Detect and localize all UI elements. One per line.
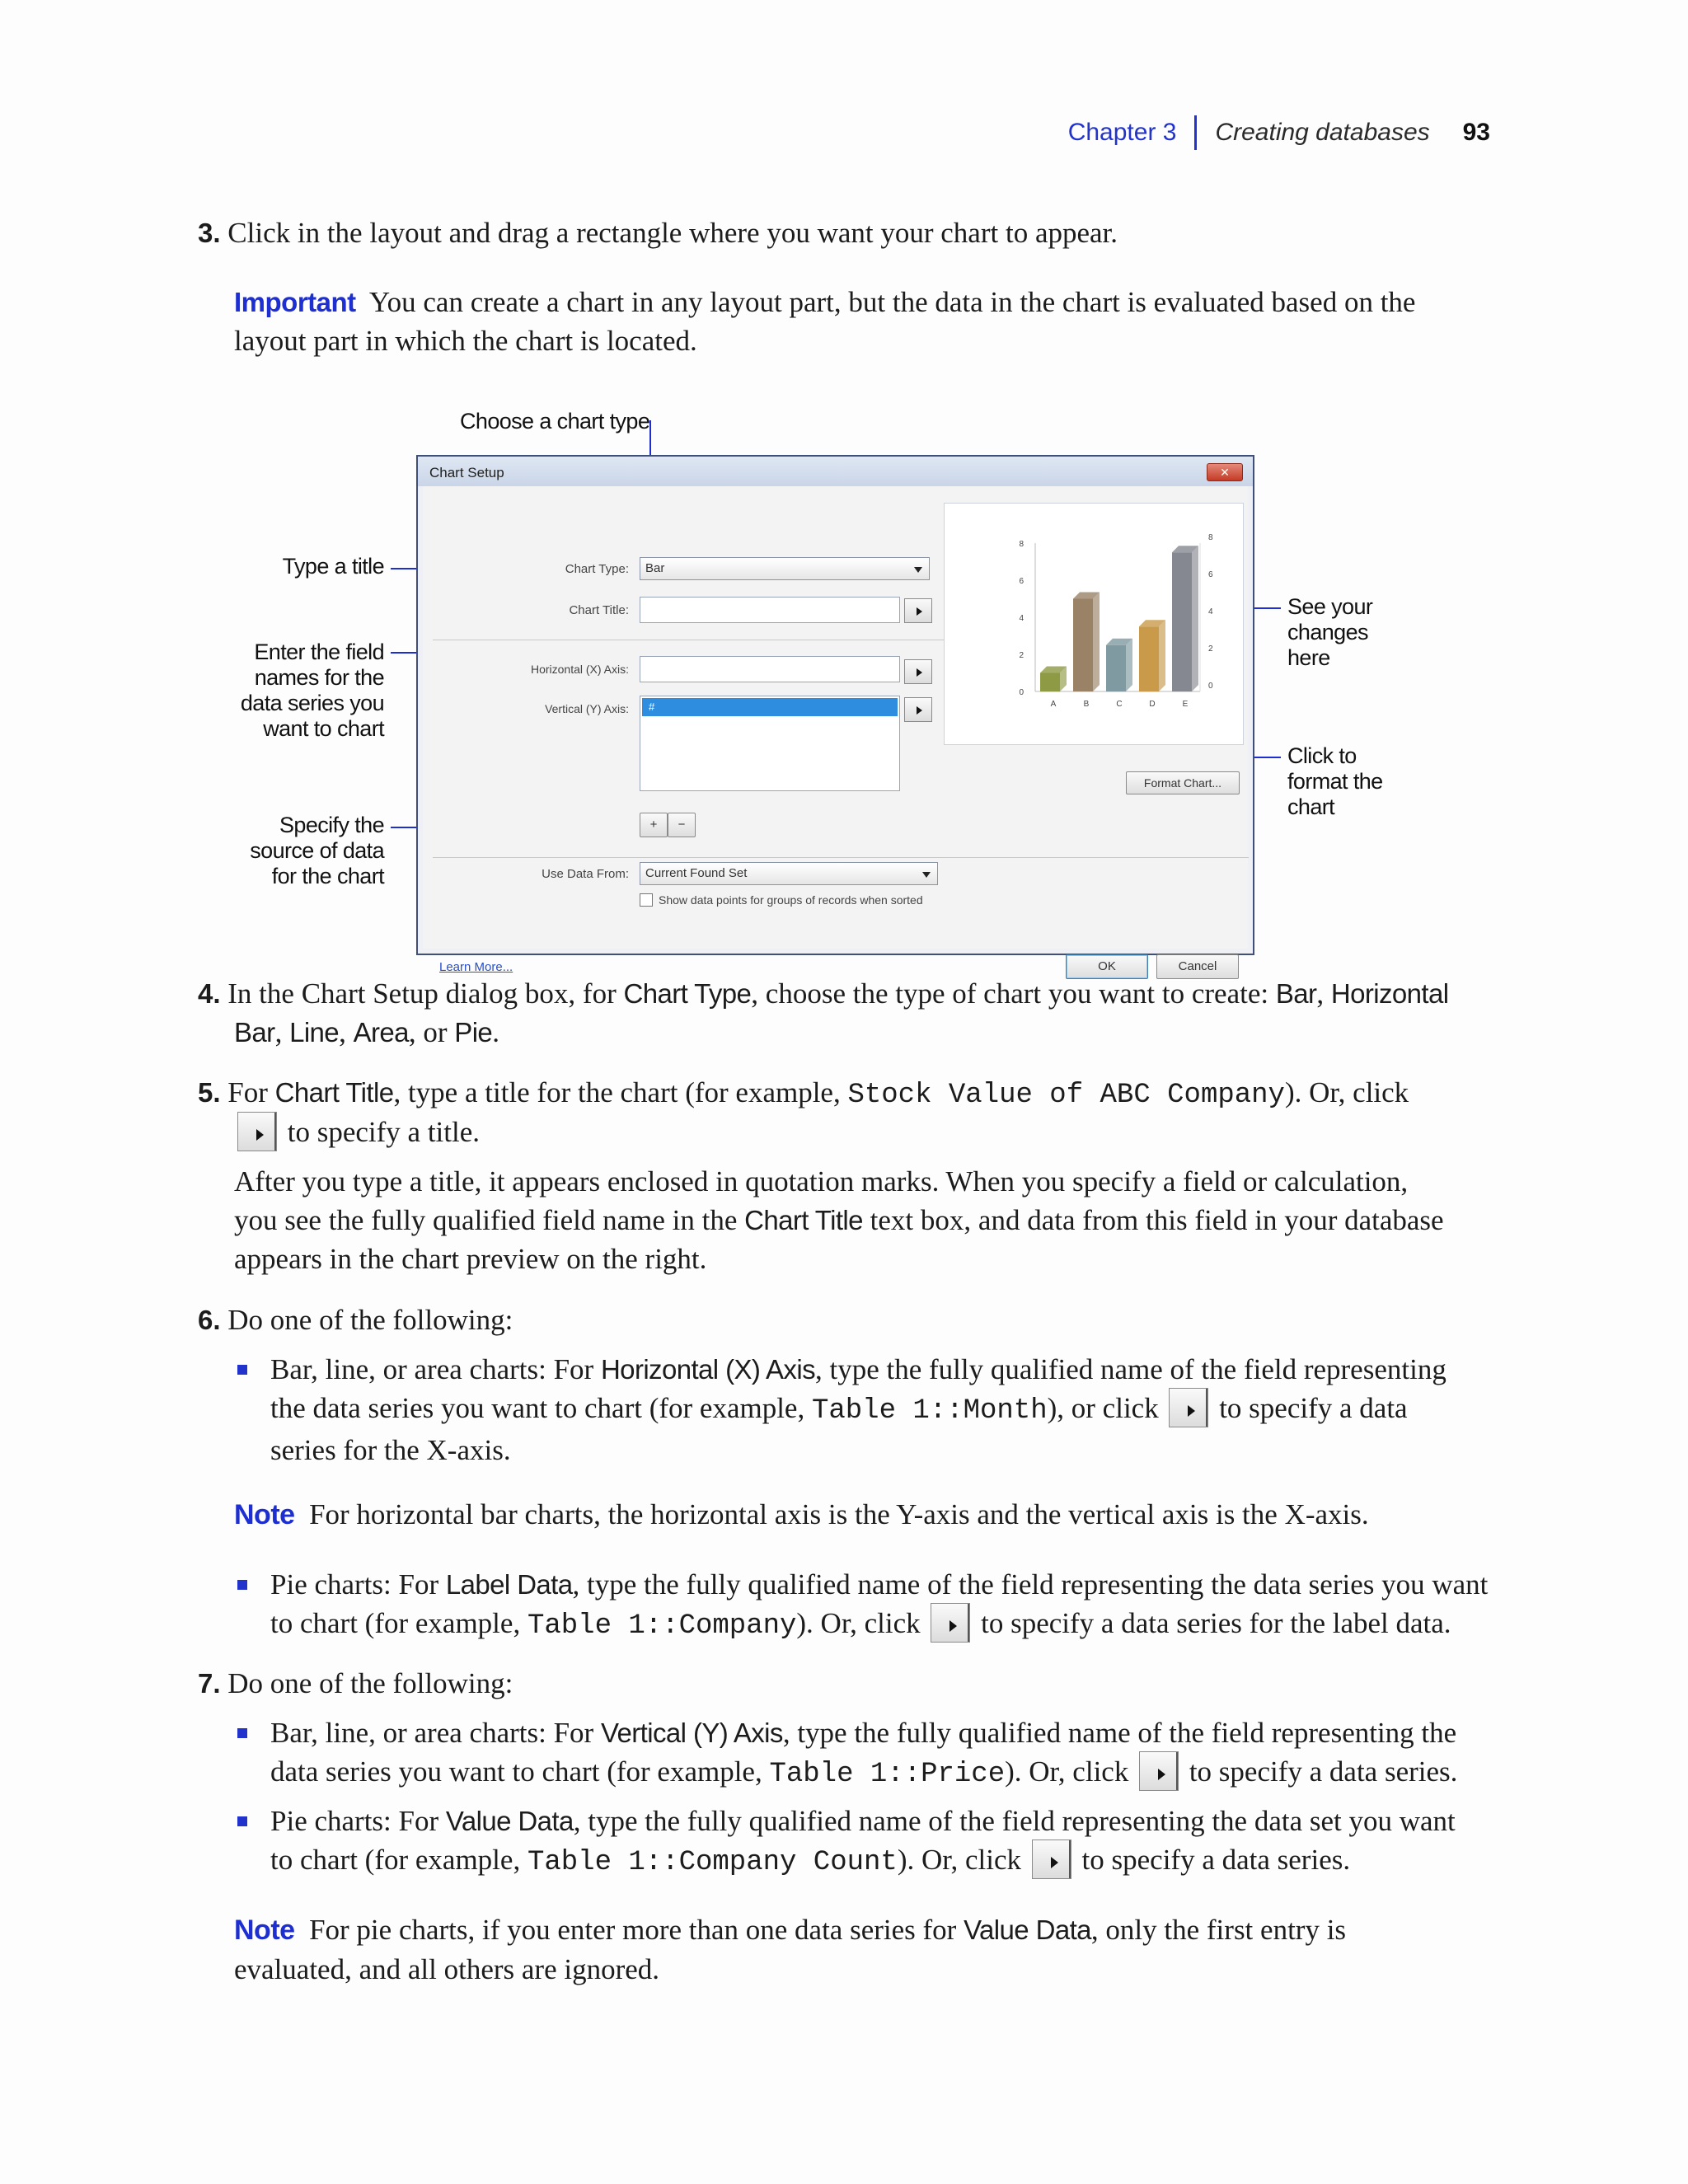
important-note xyxy=(234,283,1495,360)
ui-term: Horizontal (X) Axis xyxy=(600,1354,815,1385)
bar-side xyxy=(1192,546,1198,691)
ok-button[interactable]: OK xyxy=(1066,954,1148,979)
text: ). Or, click xyxy=(1005,1755,1129,1788)
use-data-select[interactable] xyxy=(640,862,938,885)
callout-line: for the chart xyxy=(271,864,384,888)
bullet xyxy=(237,1816,247,1826)
text: evaluated, and all others are ignored. xyxy=(234,1953,660,1985)
divider xyxy=(433,857,1249,858)
callout-line: See your xyxy=(1287,594,1373,619)
callout-line: Enter the field xyxy=(254,640,384,664)
ui-term: Bar xyxy=(234,1017,275,1047)
step-number: 7. xyxy=(198,1668,221,1699)
dialog-title: Chart Setup xyxy=(429,465,504,480)
ui-term: Chart Type xyxy=(623,978,752,1009)
callout-title: Type a title xyxy=(282,554,384,579)
code-example: Table 1::Company xyxy=(527,1610,797,1642)
y2-tick-label: 6 xyxy=(1208,570,1213,579)
y2-tick-label: 8 xyxy=(1208,533,1213,542)
bar xyxy=(1073,599,1093,692)
text: ). Or, click xyxy=(897,1844,1022,1876)
step-5-cont xyxy=(234,1113,480,1155)
important-label: Important xyxy=(234,287,356,317)
bar xyxy=(1106,645,1126,691)
text: , xyxy=(1316,977,1325,1010)
ui-term: Pie xyxy=(454,1017,493,1047)
callout-source xyxy=(231,813,384,889)
note-label: Note xyxy=(234,1499,295,1530)
step-6-bullet-2 xyxy=(270,1565,1523,1646)
text: ). Or, click xyxy=(1284,1076,1409,1108)
code-example: Stock Value of ABC Company xyxy=(847,1080,1285,1111)
show-points-checkbox[interactable] xyxy=(640,893,653,907)
bar xyxy=(1172,552,1192,691)
chart-preview xyxy=(944,503,1244,745)
dialog-body xyxy=(423,486,1248,974)
header-divider xyxy=(1194,115,1197,150)
y-axis-list[interactable] xyxy=(640,696,900,791)
callout-line: source of data xyxy=(250,838,384,863)
text: Bar, line, or area charts: For xyxy=(270,1353,594,1385)
ui-term: Value Data xyxy=(445,1806,574,1836)
bar-chart xyxy=(945,504,1243,744)
y-tick-label: 4 xyxy=(1019,614,1024,623)
y-tick-label: 8 xyxy=(1019,540,1024,549)
learn-more-link[interactable]: Learn More... xyxy=(439,960,513,974)
text: , xyxy=(274,1016,283,1048)
y-tick-label: 2 xyxy=(1019,651,1024,660)
x-tick-label: B xyxy=(1083,700,1090,709)
step-number: 3. xyxy=(198,218,221,248)
callout-line: chart xyxy=(1287,794,1335,819)
step-4 xyxy=(198,974,1508,1013)
step-4-cont xyxy=(234,1013,499,1052)
text: you see the fully qualified field name in the xyxy=(234,1204,738,1236)
y2-tick-label: 0 xyxy=(1208,682,1213,691)
ui-term: Area xyxy=(353,1017,409,1047)
section-title: Creating databases xyxy=(1215,119,1430,146)
text: ), or click xyxy=(1047,1392,1159,1424)
bar xyxy=(1040,673,1060,692)
cancel-button[interactable]: Cancel xyxy=(1156,954,1239,979)
specify-button-icon xyxy=(1032,1840,1071,1879)
chart-type-value: Bar xyxy=(645,561,665,575)
step-7-note xyxy=(234,1910,1520,1989)
close-button[interactable]: ✕ xyxy=(1207,463,1243,481)
text: Pie charts: For xyxy=(270,1568,439,1601)
x-tick-label: D xyxy=(1149,700,1156,709)
y2-tick-label: 4 xyxy=(1208,607,1213,616)
use-data-label: Use Data From: xyxy=(542,867,629,881)
chart-title-label: Chart Title: xyxy=(569,603,629,617)
text: to specify a title. xyxy=(287,1116,481,1148)
step-6-bullet-1 xyxy=(270,1350,1523,1469)
text: the data series you want to chart (for example, xyxy=(270,1392,805,1424)
bar-side xyxy=(1159,620,1165,691)
bar-side xyxy=(1093,593,1100,692)
text: appears in the chart preview on the right. xyxy=(234,1243,707,1275)
bar-side xyxy=(1126,639,1132,691)
text: , type the fully qualified name of the field representing xyxy=(814,1353,1447,1385)
x-axis-input[interactable] xyxy=(640,656,900,682)
text: Bar, line, or area charts: For xyxy=(270,1717,594,1749)
step-7 xyxy=(198,1664,513,1703)
bar xyxy=(1139,626,1159,691)
code-example: Table 1::Company Count xyxy=(527,1847,898,1878)
step-number: 6. xyxy=(198,1305,221,1335)
bullet xyxy=(237,1365,247,1375)
chapter-label: Chapter 3 xyxy=(1067,119,1177,146)
chart-title-input[interactable] xyxy=(640,597,900,623)
ui-term: Value Data xyxy=(964,1915,1091,1945)
chart-setup-dialog xyxy=(416,455,1254,974)
specify-button-icon xyxy=(931,1603,970,1643)
ui-term: Chart Title xyxy=(744,1205,863,1235)
specify-button-icon xyxy=(1169,1388,1208,1427)
chart-type-label: Chart Type: xyxy=(565,562,629,576)
ui-term: Line xyxy=(289,1017,340,1047)
step-3 xyxy=(198,213,1118,252)
text: , xyxy=(339,1016,346,1048)
code-example: Table 1::Month xyxy=(811,1395,1048,1427)
text: data series you want to chart (for example, xyxy=(270,1755,762,1788)
step-number: 4. xyxy=(198,978,221,1009)
text: , type the fully qualified name of the field representing the data series you want xyxy=(572,1568,1489,1601)
specify-button-icon xyxy=(237,1112,277,1151)
dialog-titlebar xyxy=(418,457,1253,486)
ui-term: Vertical (Y) Axis xyxy=(600,1718,783,1748)
step-text: Click in the layout and drag a rectangle where you want your chart to appear. xyxy=(227,217,1118,249)
text: to specify a data series. xyxy=(1189,1755,1458,1788)
ui-term: Bar xyxy=(1275,978,1317,1009)
x-tick-label: A xyxy=(1050,700,1057,709)
callout-line: data series you xyxy=(240,691,384,715)
remove-button[interactable]: − xyxy=(668,813,696,837)
callout-format xyxy=(1287,743,1383,820)
text: , or xyxy=(408,1016,448,1048)
text: , choose the type of chart you want to create: xyxy=(751,977,1269,1010)
y-tick-label: 0 xyxy=(1019,688,1024,697)
text: to chart (for example, xyxy=(270,1844,521,1876)
callout-line: want to chart xyxy=(263,716,384,741)
step-6-note xyxy=(234,1495,1520,1535)
text: to chart (for example, xyxy=(270,1607,521,1639)
page-number: 93 xyxy=(1462,119,1490,146)
step-5-detail xyxy=(234,1162,1520,1278)
specify-button-icon xyxy=(1139,1751,1179,1791)
callout-line: format the xyxy=(1287,769,1383,794)
ui-term: Label Data xyxy=(445,1569,573,1600)
callout-line: Click to xyxy=(1287,743,1357,768)
chart-type-select[interactable] xyxy=(640,557,930,580)
text: After you type a title, it appears enclosed in quotation marks. When you specify a field or calculation, xyxy=(234,1165,1409,1197)
callout-chart-type: Choose a chart type xyxy=(460,409,650,434)
use-data-value: Current Found Set xyxy=(645,866,748,880)
y-tick-label: 6 xyxy=(1019,577,1024,586)
text: For pie charts, if you enter more than one data series for xyxy=(309,1914,957,1946)
format-chart-button[interactable]: Format Chart... xyxy=(1126,771,1240,794)
text: Do one of the following: xyxy=(227,1667,513,1699)
x-tick-label: C xyxy=(1116,700,1123,709)
show-points-label: Show data points for groups of records when sorted xyxy=(659,893,923,907)
text: , only the first entry is xyxy=(1090,1914,1347,1946)
important-text-cont: layout part in which the chart is located. xyxy=(234,325,697,357)
text: For horizontal bar charts, the horizontal axis is the Y-axis and the vertical axis is the X-axis. xyxy=(309,1498,1369,1530)
y2-tick-label: 2 xyxy=(1208,644,1213,654)
text: series for the X-axis. xyxy=(270,1434,511,1466)
text: For xyxy=(227,1076,268,1108)
callout-line: changes xyxy=(1287,620,1368,644)
text: , type the fully qualified name of the field representing the data set you want xyxy=(573,1805,1456,1837)
y-axis-list-item[interactable]: # xyxy=(642,698,898,716)
text: to specify a data series. xyxy=(1081,1844,1351,1876)
bullet xyxy=(237,1580,247,1590)
step-7-bullet-2 xyxy=(270,1802,1523,1882)
callout-line: Specify the xyxy=(279,813,384,837)
text: text box, and data from this field in your database xyxy=(870,1204,1444,1236)
callout-line: names for the xyxy=(254,665,384,690)
important-text: You can create a chart in any layout part, but the data in the chart is evaluated based on the xyxy=(368,286,1416,318)
x-axis-specify-button[interactable] xyxy=(904,659,932,684)
ui-term: Horizontal xyxy=(1330,978,1449,1009)
step-number: 5. xyxy=(198,1077,221,1108)
text: Do one of the following: xyxy=(227,1304,513,1336)
note-label: Note xyxy=(234,1915,295,1946)
text: , type a title for the chart (for example, xyxy=(393,1076,841,1108)
bullet xyxy=(237,1728,247,1738)
y-axis-label: Vertical (Y) Axis: xyxy=(545,702,629,715)
chart-title-specify-button[interactable] xyxy=(904,598,932,623)
ui-term: Chart Title xyxy=(274,1077,394,1108)
callout-changes xyxy=(1287,594,1372,671)
add-button[interactable]: + xyxy=(640,813,668,837)
text: ). Or, click xyxy=(796,1607,921,1639)
text: In the Chart Setup dialog box, for xyxy=(227,977,617,1010)
x-axis-label: Horizontal (X) Axis: xyxy=(530,663,629,676)
text: , type the fully qualified name of the field representing the xyxy=(782,1717,1457,1749)
step-5 xyxy=(198,1073,1517,1115)
callout-fields xyxy=(214,640,384,742)
callout-line: here xyxy=(1287,645,1330,670)
x-tick-label: E xyxy=(1182,700,1189,709)
page-header xyxy=(1068,115,1490,150)
step-7-bullet-1 xyxy=(270,1713,1523,1794)
step-6 xyxy=(198,1301,513,1339)
text: Pie charts: For xyxy=(270,1805,439,1837)
text: to specify a data series for the label data. xyxy=(981,1607,1451,1639)
text: . xyxy=(492,1016,499,1048)
text: to specify a data xyxy=(1219,1392,1408,1424)
code-example: Table 1::Price xyxy=(769,1759,1006,1790)
y-axis-specify-button[interactable] xyxy=(904,697,932,722)
